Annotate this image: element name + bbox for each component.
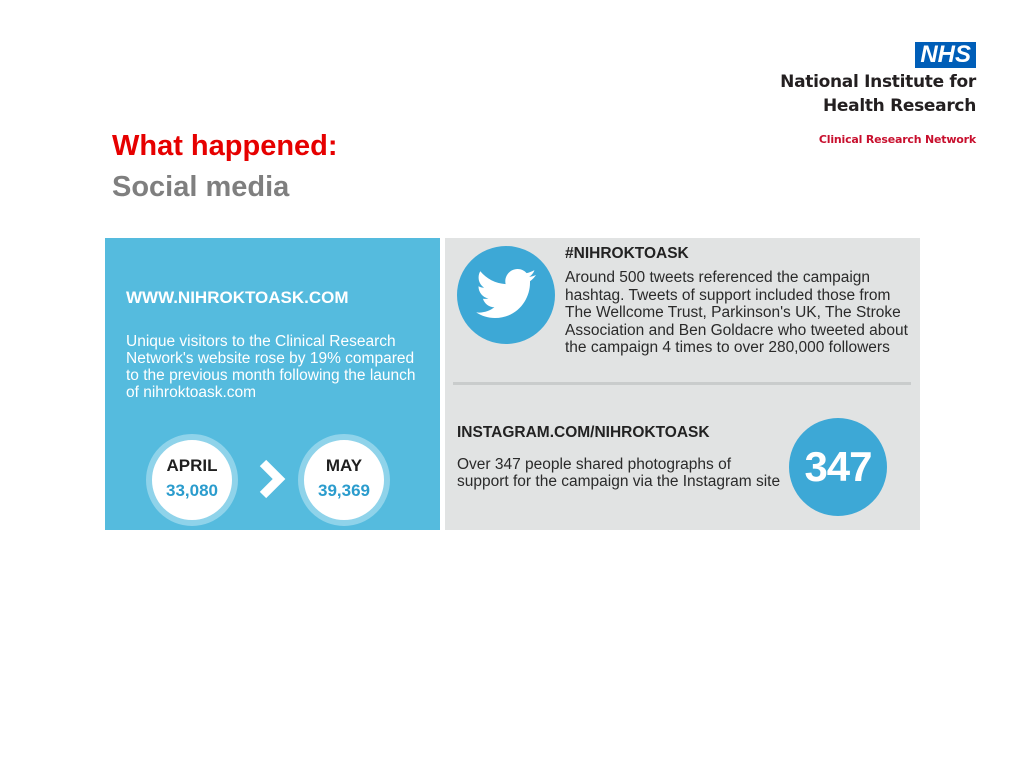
nihr-logo [736, 42, 976, 146]
section-divider [453, 382, 911, 385]
social-media-infographic [105, 238, 920, 530]
instagram-count-badge: 347 [789, 418, 887, 516]
may-value: 39,369 [318, 481, 370, 500]
org-name-line1: National Institute for [780, 72, 976, 92]
may-label: MAY [325, 456, 363, 475]
twitter-bird-icon [476, 268, 538, 322]
april-stat-circle [146, 434, 238, 526]
twitter-hashtag: #NIHROKTOASK [565, 245, 689, 262]
april-label: APRIL [166, 456, 218, 475]
social-panel [445, 238, 920, 530]
instagram-heading: INSTAGRAM.COM/NIHROKTOASK [457, 424, 710, 441]
instagram-description: Over 347 people shared photographs of support for the campaign via the Instagram site [457, 456, 781, 490]
nhs-badge: NHS [915, 42, 976, 68]
page-title: What happened: [112, 130, 338, 162]
org-name-line2: Health Research [822, 96, 976, 116]
website-panel [105, 238, 440, 530]
website-heading: WWW.NIHROKTOASK.COM [126, 288, 349, 307]
twitter-description: Around 500 tweets referenced the campaign hashtag. Tweets of support included those from The Wellcome Trust, Parkinson's UK, The Stroke Association and Ben Goldacre who tweeted about the campaign 4 times to over 280,000 followers [565, 269, 908, 356]
twitter-badge [457, 246, 555, 344]
april-value: 33,080 [166, 481, 218, 500]
website-description: Unique visitors to the Clinical Research Network's website rose by 19% compared to the previous month following the launch of nihroktoask.com [126, 333, 416, 401]
may-stat-circle [298, 434, 390, 526]
page-subtitle: Social media [112, 171, 290, 203]
chevron-right-icon [257, 458, 287, 500]
org-network: Clinical Research Network [818, 133, 976, 146]
